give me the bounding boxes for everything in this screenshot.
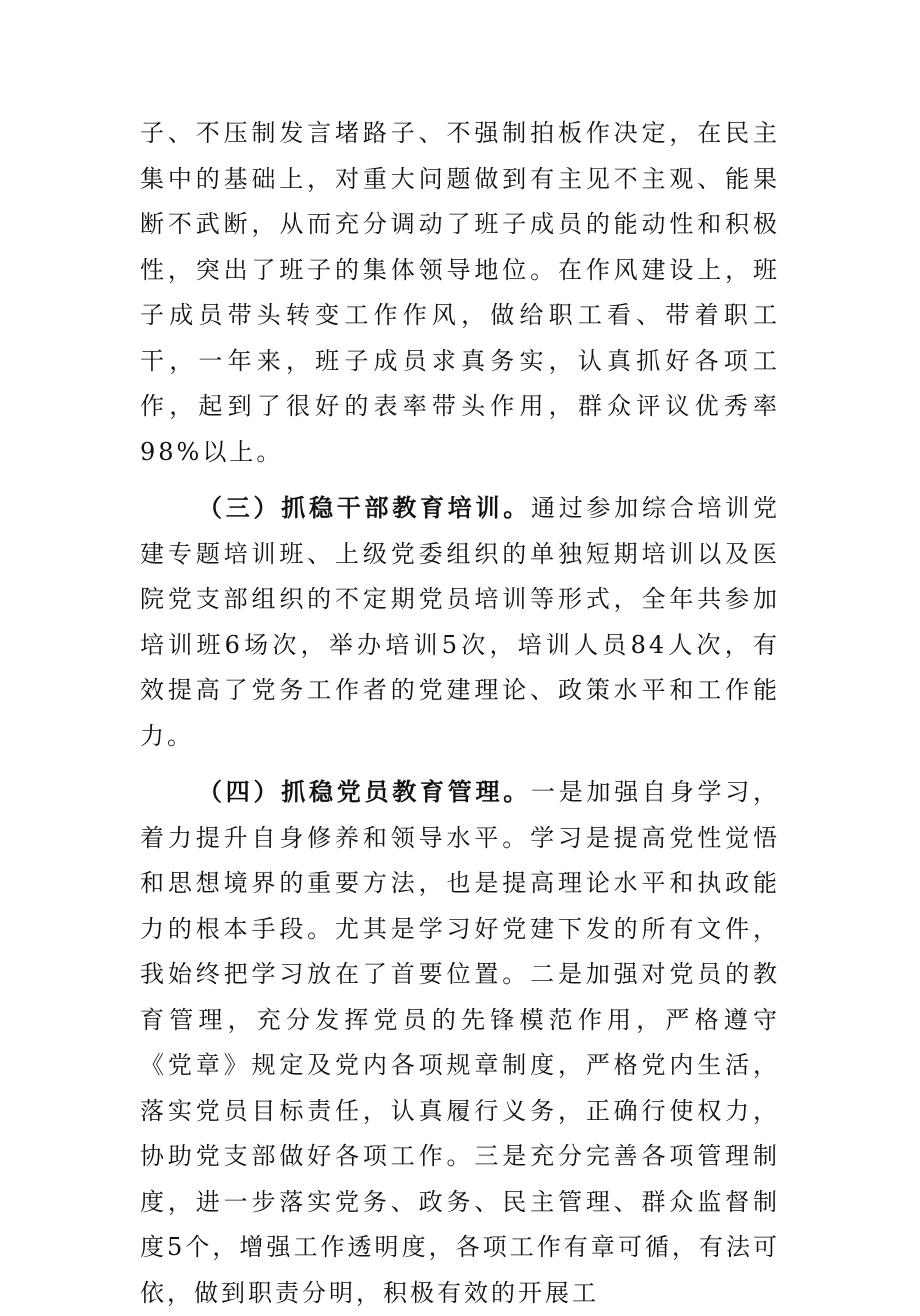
paragraph-text: 子、不压制发言堵路子、不强制拍板作决定，在民主集中的基础上，对重大问题做到有主见不主观、能果断不武断，从而充分调动了班子成员的能动性和积极性，突出了班子的集体领导地位。在作风建设上，班子成员带头转变工作作风，做给职工看、带着职工干，一年来，班子成员求真务实，认真抓好各项工作，起到了很好的表率带头作用，群众评议优秀率98%以上。 xyxy=(140,119,780,466)
document-body xyxy=(140,111,780,1316)
paragraph-text: 通过参加综合培训党建专题培训班、上级党委组织的单独短期培训以及医院党支部组织的不定期党员培训等形式，全年共参加培训班6场次，举办培训5次，培训人员84人次，有效提高了党务工作者的党建理论、政策水平和工作能力。 xyxy=(140,494,780,750)
section-heading: （四）抓稳党员教育管理。 xyxy=(198,777,531,806)
paragraph-section-4 xyxy=(140,769,780,1316)
section-heading: （三）抓稳干部教育培训。 xyxy=(198,493,531,522)
paragraph-text: 一是加强自身学习，着力提升自身修养和领导水平。学习是提高党性觉悟和思想境界的重要方法，也是提高理论水平和执政能力的根本手段。尤其是学习好党建下发的所有文件，我始终把学习放在了首要位置。二是加强对党员的教育管理，充分发挥党员的先锋模范作用，严格遵守《党章》规定及党内各项规章制度，严格党内生活，落实党员目标责任，认真履行义务，正确行使权力，协助党支部做好各项工作。三是充分完善各项管理制度，进一步落实党务、政务、民主管理、群众监督制度5个，增强工作透明度，各项工作有章可循，有法可依，做到职责分明，积极有效的开展工 xyxy=(140,778,780,1307)
paragraph-section-3 xyxy=(140,485,780,759)
paragraph-continuation xyxy=(140,111,780,475)
